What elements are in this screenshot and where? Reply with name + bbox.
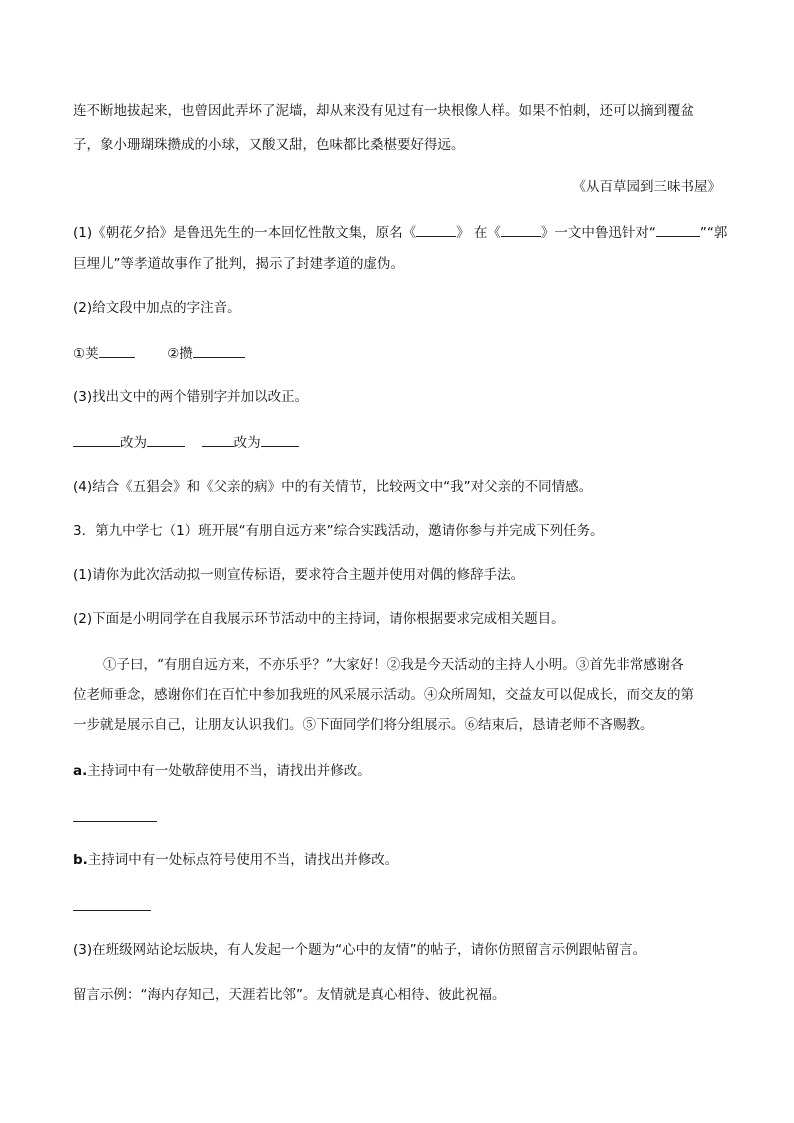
answer-line-a[interactable] bbox=[73, 821, 157, 822]
passage-line-1: 连不断地拔起来，也曾因此弄坏了泥墙，却从来没有见过有一块根像人样。如果不怕刺，还可以摘到覆盆 bbox=[73, 103, 694, 119]
question-4-prompt: (4)结合《五猖会》和《父亲的病》中的有关情节，比较两文中“我”对父亲的不同情感。 bbox=[73, 479, 593, 495]
question-1-text-c: 》一文中鲁迅针对“ bbox=[540, 225, 656, 241]
host-script-line-2: 位老师垂念，感谢你们在百忙中参加我班的风采展示活动。④众所周知，交益友可以促成长，而交友的第 bbox=[73, 687, 694, 703]
sub-question-b-text: 主持词中有一处标点符号使用不当，请找出并修改。 bbox=[87, 852, 399, 868]
host-script-line-3: 一步就是展示自己，让朋友认识我们。⑤下面同学们将分组展示。⑥结束后，恳请老师不吝赐教。 bbox=[73, 717, 654, 733]
pinyin-item-2-label: ②攒 bbox=[167, 346, 193, 362]
question-3-prompt: (3)找出文中的两个错别字并加以改正。 bbox=[73, 389, 309, 405]
sub-question-a bbox=[73, 761, 721, 781]
change-to-label-2: 改为 bbox=[233, 435, 261, 451]
blank-original-title[interactable] bbox=[416, 222, 456, 237]
question-3-answers bbox=[73, 432, 721, 453]
correct-char-blank-2[interactable] bbox=[261, 432, 299, 447]
question-1-line-2: 巨埋儿”等孝道故事作了批判，揭示了封建孝道的虚伪。 bbox=[73, 256, 404, 272]
question-2-prompt: (2)给文段中加点的字注音。 bbox=[73, 300, 241, 316]
blank-story-name[interactable] bbox=[656, 222, 700, 237]
sub-question-b-label: b. bbox=[73, 852, 88, 868]
pinyin-blank-2[interactable] bbox=[193, 343, 245, 358]
sub-question-b bbox=[73, 850, 721, 870]
question-2-items bbox=[73, 343, 721, 364]
sub-question-a-text: 主持词中有一处敬辞使用不当，请找出并修改。 bbox=[87, 763, 371, 779]
pinyin-blank-1[interactable] bbox=[99, 343, 135, 358]
correct-char-blank-1[interactable] bbox=[147, 432, 185, 447]
passage-source: 《从百草园到三味书屋》 bbox=[572, 179, 721, 195]
host-script-line-1: ①子曰，“有朋自远方来，不亦乐乎？”大家好！②我是今天活动的主持人小明。③首先非常感谢各 bbox=[103, 657, 684, 673]
change-to-label-1: 改为 bbox=[120, 435, 147, 451]
question-1-line-1 bbox=[73, 222, 728, 243]
wrong-char-blank-1[interactable] bbox=[73, 432, 120, 447]
sub-question-a-label: a. bbox=[73, 763, 88, 779]
task-3-question-3: (3)在班级网站论坛版块，有人发起一个题为“心中的友情”的帖子，请你仿照留言示例跟帖留言。 bbox=[73, 942, 647, 958]
pinyin-item-1-label: ①荚 bbox=[73, 346, 99, 362]
question-1-text-b: 》 在《 bbox=[456, 225, 501, 241]
message-example: 留言示例：“海内存知己，天涯若比邻”。友情就是真心相待、彼此祝福。 bbox=[73, 987, 506, 1003]
wrong-char-blank-2[interactable] bbox=[202, 432, 234, 447]
task-3-question-1: (1)请你为此次活动拟一则宣传标语，要求符合主题并使用对偶的修辞手法。 bbox=[73, 567, 525, 583]
question-1-text-a: (1)《朝花夕拾》是鲁迅先生的一本回忆性散文集，原名《 bbox=[73, 225, 417, 241]
question-1-text-d: ”“郭 bbox=[699, 225, 728, 241]
answer-line-b[interactable] bbox=[73, 910, 151, 911]
passage-line-2: 子，象小珊瑚珠攒成的小球，又酸又甜，色味都比桑椹要好得远。 bbox=[73, 137, 465, 153]
blank-essay-title[interactable] bbox=[501, 222, 541, 237]
task-3-question-2: (2)下面是小明同学在自我展示环节活动中的主持词，请你根据要求完成相关题目。 bbox=[73, 611, 565, 627]
task-3-intro: 3．第九中学七（1）班开展“有朋自远方来”综合实践活动，邀请你参与并完成下列任务。 bbox=[73, 523, 604, 539]
